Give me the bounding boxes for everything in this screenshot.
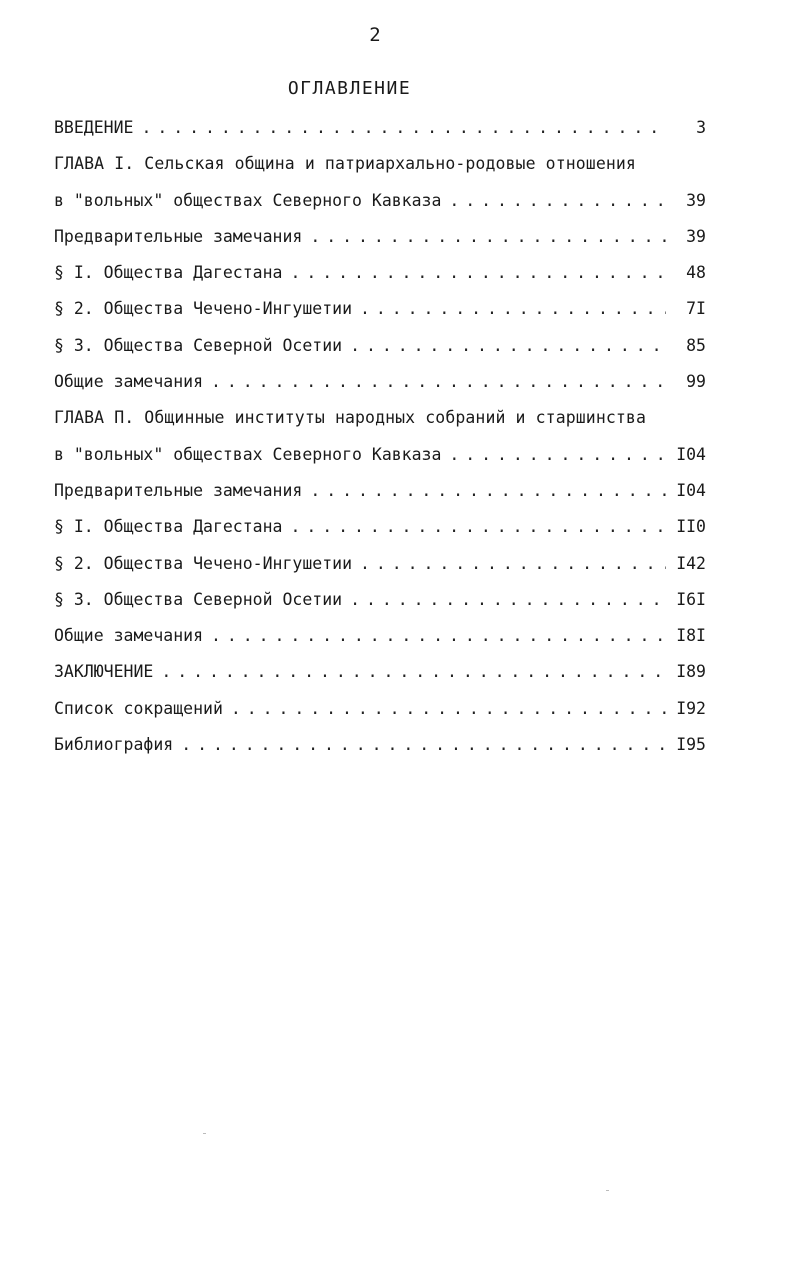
toc-entry-page: I04 (676, 480, 706, 500)
toc-entry-text: ВВЕДЕНИЕ (54, 118, 134, 137)
toc-entry-page: 39 (686, 226, 706, 246)
dot-leader (211, 364, 666, 400)
toc-chapter-1-title[interactable] (54, 146, 706, 182)
toc-entry-text: § 3. Общества Северной Осетии (54, 589, 343, 609)
toc-entry-text: Список сокращений (54, 698, 223, 718)
toc-chapter-1-line2: в "вольных" обществах Северного Кавказа (54, 190, 442, 210)
toc-chapter-1-subtitle[interactable] (54, 183, 706, 219)
toc-entry-text: § I. Общества Дагестана (54, 263, 283, 283)
toc-entry-text: Библиография (54, 735, 174, 755)
dot-leader (350, 582, 666, 618)
toc-entry-bibliography[interactable] (54, 727, 706, 763)
toc-entry-text: Предварительные замечания (54, 226, 303, 246)
toc-chapter-2-subtitle[interactable] (54, 437, 706, 473)
toc-entry-page: II0 (676, 517, 706, 537)
toc-entry-text: § 2. Общества Чечено-Ингушетии (54, 553, 353, 573)
toc-entry[interactable] (54, 546, 706, 582)
dot-leader (350, 328, 666, 364)
toc-entry[interactable] (54, 219, 706, 255)
toc-entry-page: I92 (676, 698, 706, 718)
toc-entry-text: § 3. Общества Северной Осетии (54, 335, 343, 355)
toc-entry-page: I6I (676, 589, 706, 609)
dot-leader (310, 473, 666, 509)
toc-entry-text: Предварительные замечания (54, 480, 303, 500)
toc-entry-text: Общие замечания (54, 372, 204, 392)
toc-entry-introduction[interactable] (54, 110, 706, 146)
toc-entry-page: I89 (676, 662, 706, 682)
toc-entry-page: 48 (686, 263, 706, 283)
toc-entry-page: 7I (686, 299, 706, 319)
dot-leader (231, 691, 666, 727)
toc-entry-text: ЗАКЛЮЧЕНИЕ (54, 662, 154, 682)
dot-leader (181, 727, 666, 763)
toc-entry-page: 99 (686, 372, 706, 392)
toc-entry-page: I8I (676, 626, 706, 646)
toc-entry-page: 85 (686, 335, 706, 355)
toc-entry-page: 3 (696, 118, 706, 137)
dot-leader (360, 291, 666, 327)
dot-leader (449, 183, 666, 219)
toc-entry-conclusion[interactable] (54, 654, 706, 690)
toc-entry[interactable] (54, 509, 706, 545)
toc-entry-abbreviations[interactable] (54, 691, 706, 727)
toc-entry[interactable] (54, 255, 706, 291)
toc-entry-text: § 2. Общества Чечено-Ингушетии (54, 299, 353, 319)
scan-speck (606, 1190, 609, 1191)
toc-entry[interactable] (54, 582, 706, 618)
toc-entry-page: I42 (676, 553, 706, 573)
toc-chapter-2-line1: ГЛАВА П. Общинные институты народных собраний и старшинства (54, 408, 646, 428)
toc-entry[interactable] (54, 291, 706, 327)
dot-leader (290, 255, 666, 291)
dot-leader (211, 618, 666, 654)
toc-chapter-2-page: I04 (676, 444, 706, 464)
toc-entry-text: Общие замечания (54, 626, 204, 646)
toc-entry[interactable] (54, 328, 706, 364)
toc-chapter-2-title[interactable] (54, 400, 706, 436)
toc-entry[interactable] (54, 618, 706, 654)
toc-entry-text: § I. Общества Дагестана (54, 517, 283, 537)
toc-chapter-2-line2: в "вольных" обществах Северного Кавказа (54, 444, 442, 464)
toc-entry[interactable] (54, 364, 706, 400)
dot-leader (290, 509, 666, 545)
dot-leader (360, 546, 666, 582)
toc-chapter-1-line1: ГЛАВА I. Сельская община и патриархально-родовые отношения (54, 154, 636, 174)
scan-speck (203, 1133, 206, 1134)
page-number: 2 (369, 24, 382, 46)
toc-entry[interactable] (54, 473, 706, 509)
dot-leader (310, 219, 666, 255)
dot-leader (449, 437, 666, 473)
toc-chapter-1-page: 39 (686, 190, 706, 210)
dot-leader (161, 654, 666, 690)
dot-leader (141, 110, 666, 146)
table-of-contents (54, 110, 706, 763)
toc-title: ОГЛАВЛЕНИЕ (287, 78, 412, 99)
toc-entry-page: I95 (676, 735, 706, 755)
